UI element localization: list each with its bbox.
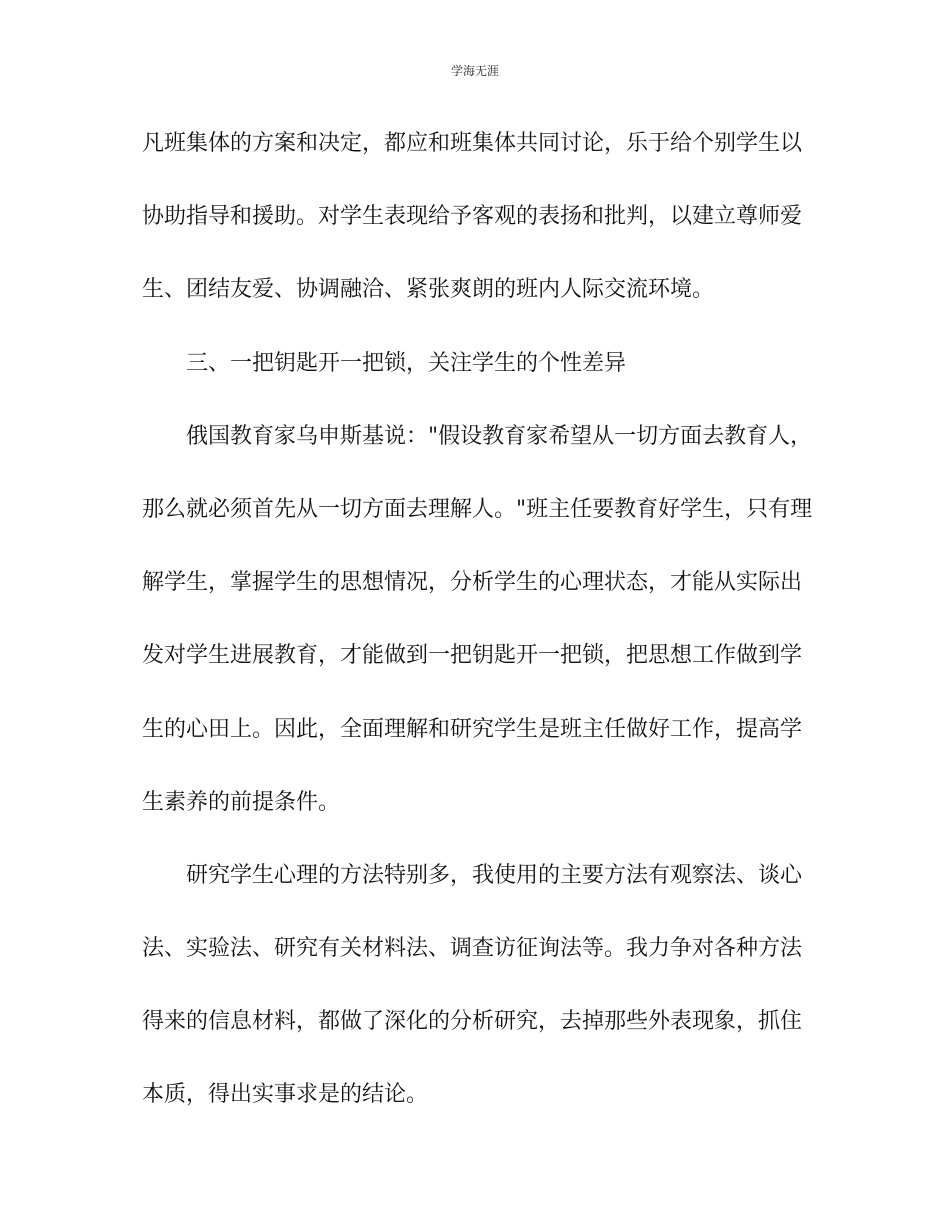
text-line-1: 凡班集体的方案和决定，都应和班集体共同讨论，乐于给个别学生以 xyxy=(142,131,803,156)
text-line-12: 法、实验法、研究有关材料法、调查访征询法等。我力争对各种方法 xyxy=(142,936,803,962)
page-header: 学海无涯 xyxy=(450,64,499,78)
text-line-11: 研究学生心理的方法特别多，我使用的主要方法有观察法、谈心 xyxy=(186,862,803,888)
text-line-9: 生的心田上。因此，全面理解和研究学生是班主任做好工作，提高学 xyxy=(142,716,803,742)
text-line-13: 得来的信息材料，都做了深化的分析研究，去掉那些外表现象，抓住 xyxy=(142,1009,803,1035)
body-text xyxy=(142,118,812,1143)
text-line-14: 本质，得出实事求是的结论。 xyxy=(142,1082,429,1108)
text-line-8: 发对学生进展教育，才能做到一把钥匙开一把锁，把思想工作做到学 xyxy=(142,643,803,669)
section-heading: 三、一把钥匙开一把锁，关注学生的个性差异 xyxy=(186,350,627,376)
text-line-10: 生素养的前提条件。 xyxy=(142,789,341,815)
text-line-6: 那么就必须首先从一切方面去理解人。"班主任要教育好学生，只有理 xyxy=(142,496,812,522)
text-line-7: 解学生，掌握学生的思想情况，分析学生的心理状态，才能从实际出 xyxy=(142,570,803,596)
text-line-5: 俄国教育家乌申斯基说："假设教育家希望从一切方面去教育人， xyxy=(186,423,812,449)
text-line-2: 协助指导和援助。对学生表现给予客观的表扬和批判，以建立尊师爱 xyxy=(142,204,803,230)
text-line-3: 生、团结友爱、协调融洽、紧张爽朗的班内人际交流环境。 xyxy=(142,277,715,303)
